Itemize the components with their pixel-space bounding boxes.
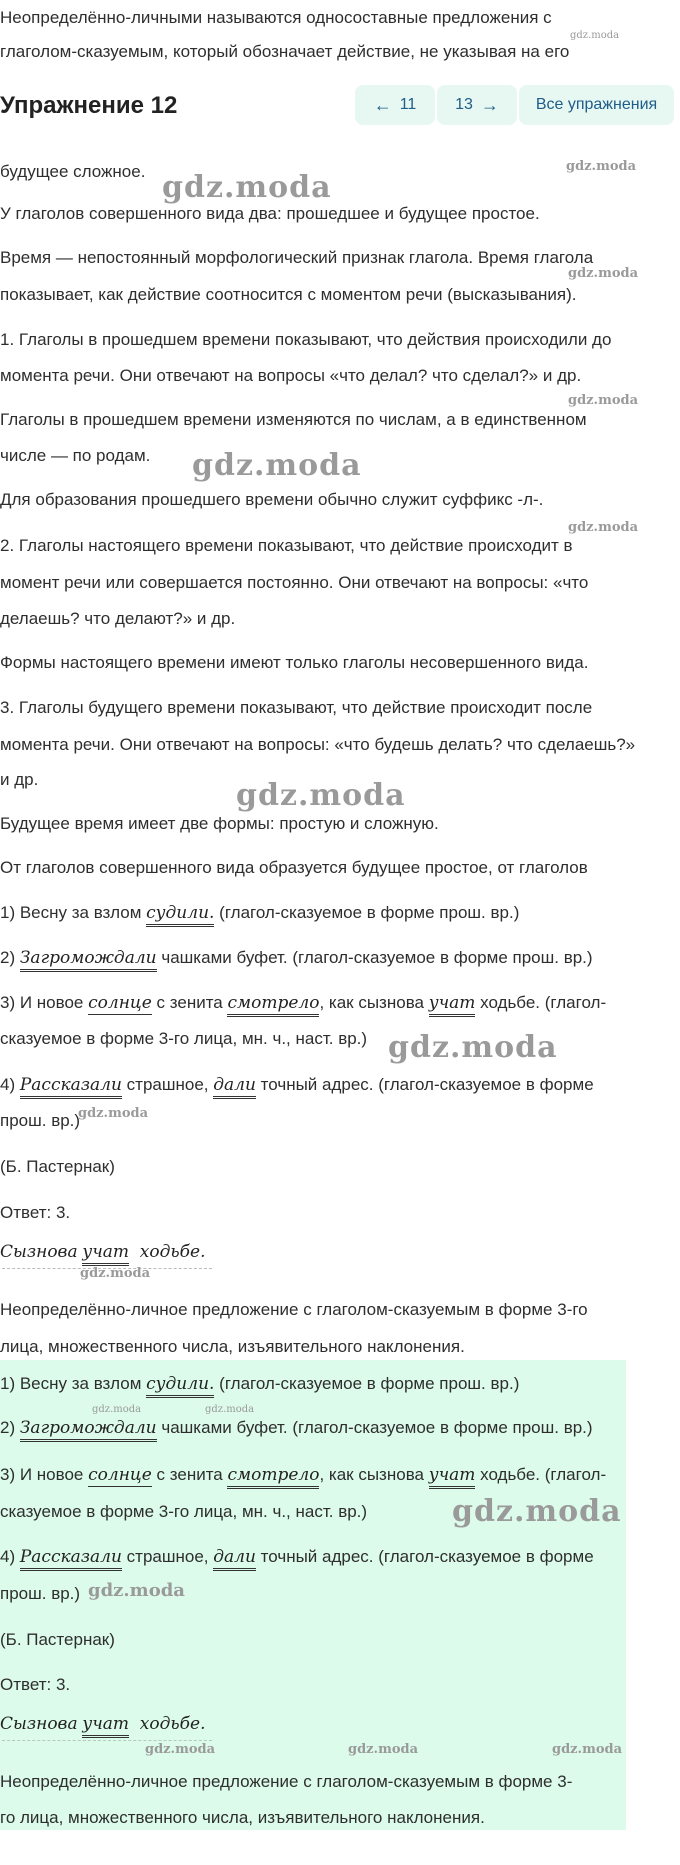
answer: Ответ: 3.	[0, 1675, 71, 1694]
theory-line: момент речи или совершается постоянно. Они отвечают на вопросы: «что	[0, 573, 589, 592]
theory-line: делаешь? что делают?» и др.	[0, 609, 236, 628]
theory-line: числе — по родам.	[0, 446, 151, 465]
sentence-3: 3) И новое солнце с зенита смотрело, как сызнова учат ходьбе. (глагол-	[0, 1465, 606, 1485]
watermark: gdz.moda	[568, 520, 639, 535]
divider	[2, 1740, 212, 1741]
arrow-right-icon: →	[480, 94, 499, 115]
sentence-1: 1) Весну за взлом судили. (глагол-сказуемое в форме прош. вр.)	[0, 903, 519, 923]
all-exercises-label: Все упражнения	[535, 96, 658, 113]
answer: Ответ: 3.	[0, 1203, 71, 1222]
theory-line: 3. Глаголы будущего времени показывают, что действие происходит после	[0, 698, 593, 717]
predicate-handwritten: судили.	[146, 1374, 214, 1398]
theory-line: будущее сложное.	[0, 162, 146, 181]
watermark: gdz.moda	[162, 170, 332, 205]
predicate-handwritten: Рассказали	[20, 1075, 122, 1099]
theory-line: Будущее время имеет две формы: простую и сложную.	[0, 814, 439, 833]
predicate-handwritten: Загромождали	[20, 948, 157, 972]
page-title: Упражнение 12	[0, 92, 178, 119]
sentence-2: 2) Загромождали чашками буфет. (глагол-сказуемое в форме прош. вр.)	[0, 948, 593, 968]
watermark: gdz.moda	[348, 1742, 419, 1757]
sentence-2: 2) Загромождали чашками буфет. (глагол-сказуемое в форме прош. вр.)	[0, 1418, 593, 1438]
arrow-left-icon: ←	[373, 94, 392, 115]
watermark: gdz.moda	[566, 159, 637, 174]
explanation-line-1: Неопределённо-личное предложение с глаголом-сказуемым в форме 3-	[0, 1772, 573, 1791]
intro-line-1: Неопределённо-личными называются односоставные предложения с	[0, 8, 552, 27]
explanation-line-1: Неопределённо-личное предложение с глаголом-сказуемым в форме 3-го	[0, 1300, 588, 1319]
theory-line: Формы настоящего времени имеют только глаголы несовершенного вида.	[0, 653, 589, 672]
predicate-handwritten: Загромождали	[20, 1418, 157, 1442]
theory-line: 1. Глаголы в прошедшем времени показывают, что действия происходили до	[0, 330, 612, 349]
sentence-4: 4) Рассказали страшное, дали точный адрес. (глагол-сказуемое в форме	[0, 1075, 594, 1095]
watermark: gdz.moda	[145, 1742, 216, 1757]
all-exercises-button[interactable]	[519, 85, 674, 125]
predicate-handwritten: смотрело	[227, 1465, 319, 1489]
predicate-handwritten: Рассказали	[20, 1547, 122, 1571]
next-exercise-label: 13	[455, 96, 473, 113]
handwritten-answer: Сызнова учат ходьбе.	[0, 1714, 205, 1734]
theory-line: Глаголы в прошедшем времени изменяются по числам, а в единственном	[0, 410, 587, 429]
watermark: gdz.moda	[388, 1030, 558, 1065]
theory-line: Для образования прошедшего времени обычно служит суффикс -л-.	[0, 490, 544, 509]
subject-handwritten: солнце	[88, 1465, 152, 1485]
predicate-handwritten: судили.	[146, 903, 214, 927]
watermark: gdz.moda	[88, 1580, 185, 1601]
theory-line: момента речи. Они отвечают на вопросы «что делал? что сделал?» и др.	[0, 366, 582, 385]
prev-exercise-label: 11	[399, 96, 417, 113]
theory-line: 2. Глаголы настоящего времени показывают, что действие происходит в	[0, 536, 573, 555]
watermark: gdz.moda	[205, 1404, 255, 1415]
watermark: gdz.moda	[78, 1106, 149, 1121]
sentence-3-cont: сказуемое в форме 3-го лица, мн. ч., наст. вр.)	[0, 1502, 368, 1521]
watermark: gdz.moda	[452, 1494, 622, 1529]
author: (Б. Пастернак)	[0, 1630, 115, 1649]
explanation-line-2: лица, множественного числа, изъявительного наклонения.	[0, 1337, 465, 1356]
predicate-handwritten: смотрело	[227, 993, 319, 1017]
watermark: gdz.moda	[192, 448, 362, 483]
handwritten-answer: Сызнова учат ходьбе.	[0, 1242, 205, 1262]
theory-line: От глаголов совершенного вида образуется будущее простое, от глаголов	[0, 858, 588, 877]
sentence-1: 1) Весну за взлом судили. (глагол-сказуемое в форме прош. вр.)	[0, 1374, 519, 1394]
watermark: gdz.moda	[236, 778, 406, 813]
subject-handwritten: солнце	[88, 993, 152, 1013]
sentence-3: 3) И новое солнце с зенита смотрело, как сызнова учат ходьбе. (глагол-	[0, 993, 606, 1013]
sentence-4-cont: прош. вр.)	[0, 1111, 81, 1130]
predicate-handwritten: дали	[213, 1547, 256, 1571]
watermark: gdz.moda	[552, 1742, 623, 1757]
watermark: gdz.moda	[92, 1404, 142, 1415]
watermark: gdz.moda	[80, 1266, 151, 1281]
next-exercise-button[interactable]	[437, 85, 517, 125]
sentence-4: 4) Рассказали страшное, дали точный адрес. (глагол-сказуемое в форме	[0, 1547, 594, 1567]
theory-line: и др.	[0, 770, 39, 789]
theory-line: У глаголов совершенного вида два: прошедшее и будущее простое.	[0, 204, 540, 223]
author: (Б. Пастернак)	[0, 1157, 115, 1176]
sentence-4-cont: прош. вр.)	[0, 1584, 81, 1603]
theory-line: Время — непостоянный морфологический признак глагола. Время глагола	[0, 248, 594, 267]
predicate-handwritten: дали	[213, 1075, 256, 1099]
sentence-3-cont: сказуемое в форме 3-го лица, мн. ч., наст. вр.)	[0, 1029, 368, 1048]
watermark: gdz.moda	[568, 393, 639, 408]
theory-line: момента речи. Они отвечают на вопросы: «что будешь делать? что сделаешь?»	[0, 735, 636, 754]
explanation-line-2: го лица, множественного числа, изъявительного наклонения.	[0, 1808, 485, 1827]
watermark: gdz.moda	[568, 266, 639, 281]
theory-line: показывает, как действие соотносится с моментом речи (высказывания).	[0, 285, 577, 304]
intro-line-2: глаголом-сказуемым, который обозначает действие, не указывая на его	[0, 42, 570, 61]
prev-exercise-button[interactable]	[355, 85, 435, 125]
predicate-handwritten: учат	[429, 993, 476, 1017]
predicate-handwritten: учат	[429, 1465, 476, 1489]
watermark: gdz.moda	[570, 30, 620, 41]
